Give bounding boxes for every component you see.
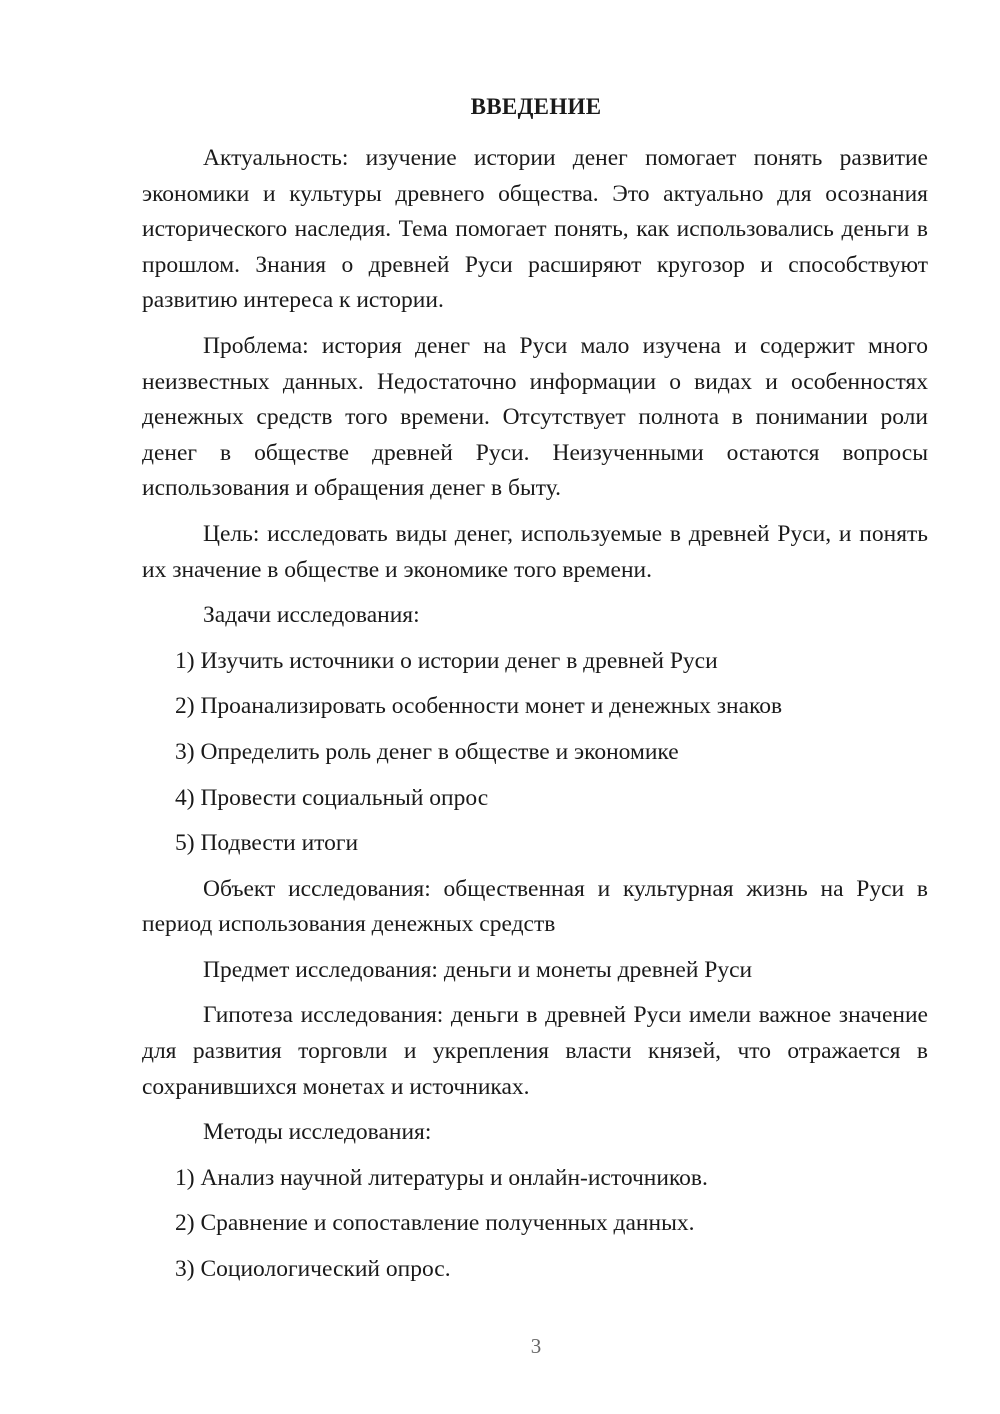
hypothesis-paragraph: Гипотеза исследования: деньги в древней Руси имели важное значение для развития торговли и укрепления власти князей, что отражается в сохранившихся монетах и источниках. <box>142 1002 928 1100</box>
task-item: 1) Изучить источники о истории денег в древней Руси <box>175 647 718 674</box>
goal-paragraph: Цель: исследовать виды денег, используемые в древней Руси, и понять их значение в обществе и экономике того времени. <box>142 520 928 583</box>
subject-paragraph: Предмет исследования: деньги и монеты древней Руси <box>203 956 753 983</box>
methods-heading: Методы исследования: <box>203 1119 432 1146</box>
task-item: 2) Проанализировать особенности монет и денежных знаков <box>175 693 783 720</box>
page-title: ВВЕДЕНИЕ <box>470 94 602 119</box>
method-item: 2) Сравнение и сопоставление полученных данных. <box>175 1210 695 1237</box>
tasks-heading: Задачи исследования: <box>203 602 420 629</box>
method-item: 1) Анализ научной литературы и онлайн-источников. <box>175 1164 708 1191</box>
relevance-paragraph: Актуальность: изучение истории денег помогает понять развитие экономики и культуры древнего общества. Это актуально для осознания исторического наследия. Тема помогает понять, как использовались деньги в прошлом. Знания о древней Руси расширяют кругозор и способствуют развитию интереса к истории. <box>142 145 928 314</box>
page-number: 3 <box>530 1334 542 1358</box>
task-item: 3) Определить роль денег в обществе и экономике <box>175 738 679 765</box>
task-item: 5) Подвести итоги <box>175 830 359 857</box>
object-paragraph: Объект исследования: общественная и культурная жизнь на Руси в период использования денежных средств <box>142 875 928 938</box>
document-body <box>142 141 928 1298</box>
method-item: 3) Социологический опрос. <box>175 1256 451 1283</box>
problem-paragraph: Проблема: история денег на Руси мало изучена и содержит много неизвестных данных. Недостаточно информации о видах и особенностях денежных средств того времени. Отсутствует полнота в понимании роли денег в обществе древней Руси. Неизученными остаются вопросы использования и обращения денег в быту. <box>142 332 928 502</box>
task-item: 4) Провести социальный опрос <box>175 784 489 811</box>
